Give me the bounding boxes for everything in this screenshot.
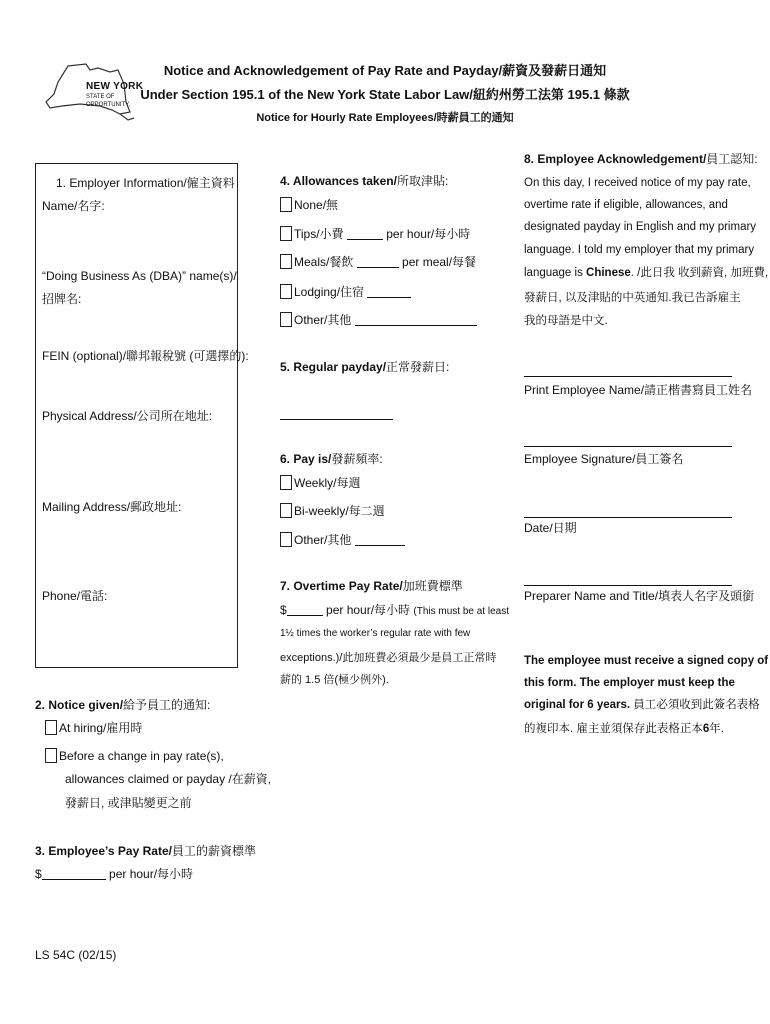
allowance-tips-label: Tips/小費 [294, 227, 344, 241]
before-change-label-2: allowances claimed or payday /在薪資, [65, 772, 272, 786]
physical-address-label: Physical Address/公司所在地址: [42, 409, 213, 423]
pay-biweekly-checkbox[interactable] [280, 503, 292, 518]
section5-heading-zh: 正常發薪日: [386, 360, 450, 374]
before-change-label-3: 發薪日, 或津貼變更之前 [65, 796, 192, 810]
section2-heading [35, 697, 210, 713]
notice-before-change-option[interactable] [45, 748, 224, 764]
pay-biweekly-option[interactable] [280, 503, 385, 519]
section8-heading-en: 8. Employee Acknowledgement/ [524, 152, 707, 166]
date-line[interactable] [524, 517, 732, 518]
at-hiring-label: At hiring/雇用時 [59, 721, 143, 735]
date-label: Date/日期 [524, 521, 577, 535]
allowance-meals-label: Meals/餐飲 [294, 255, 354, 269]
section4-heading-zh: 所取津貼: [396, 174, 449, 188]
allowance-none-option[interactable] [280, 197, 338, 213]
page-subtitle: Under Section 195.1 of the New York State Labor Law/紐約州勞工法第 195.1 條款 [140, 87, 630, 102]
ack-language-pre: language is [524, 267, 587, 279]
pay-other-label: Other/其他 [294, 533, 352, 547]
pay-other-checkbox[interactable] [280, 532, 292, 547]
ack-line-1: On this day, I received notice of my pay rate, [524, 177, 751, 189]
overtime-rate-blank[interactable] [287, 615, 323, 616]
allowance-other-label: Other/其他 [294, 313, 352, 327]
section7-heading [280, 578, 463, 594]
allowance-tips-option[interactable] [280, 226, 470, 242]
preparer-label: Preparer Name and Title/填表人名字及頭銜 [524, 589, 755, 603]
allowance-lodging-checkbox[interactable] [280, 284, 292, 299]
tips-suffix: per hour/每小時 [382, 227, 471, 241]
ack-language-value: Chinese [586, 267, 631, 279]
logo-subtitle-1: STATE OF [86, 94, 115, 100]
overtime-rate-suffix: per hour/每小時 [322, 603, 414, 617]
ack-line-4: language. I told my employer that my primary [524, 244, 755, 256]
section3-heading-en: 3. Employee’s Pay Rate/ [35, 844, 172, 858]
tips-amount-blank[interactable] [347, 239, 383, 240]
overtime-note-start: (This must be at least [413, 606, 509, 617]
overtime-note-line2: 1½ times the worker’s regular rate with few [280, 628, 471, 639]
page-notice-type: Notice for Hourly Rate Employees/時薪員工的通知 [256, 112, 514, 124]
allowance-tips-checkbox[interactable] [280, 226, 292, 241]
section2-heading-en: 2. Notice given/ [35, 698, 124, 712]
copy-notice-line2: this form. The employer must keep the [524, 677, 735, 689]
copy-notice-zh-start: 員工必須收到此簽名表格 [630, 699, 760, 711]
pay-weekly-option[interactable] [280, 475, 360, 491]
before-change-label-1: Before a change in pay rate(s), [59, 749, 224, 763]
preparer-line[interactable] [524, 585, 732, 586]
pay-weekly-label: Weekly/每週 [294, 476, 361, 490]
section6-heading-en: 6. Pay is/ [280, 452, 332, 466]
pay-rate-dollar: $ [35, 867, 42, 881]
signature-line[interactable] [524, 446, 732, 447]
meals-suffix: per meal/每餐 [398, 255, 477, 269]
allowance-lodging-label: Lodging/住宿 [294, 285, 365, 299]
dba-label-line1: “Doing Business As (DBA)” name(s)/ [42, 269, 237, 283]
phone-label: Phone/電話: [42, 589, 108, 603]
pay-rate-blank[interactable] [42, 879, 106, 880]
section5-heading-en: 5. Regular payday/ [280, 360, 387, 374]
mailing-address-label: Mailing Address/郵政地址: [42, 500, 182, 514]
overtime-note-line4: 薪的 1.5 倍(極少例外). [280, 674, 389, 686]
pay-other-option[interactable] [280, 532, 405, 548]
pay-weekly-checkbox[interactable] [280, 475, 292, 490]
allowance-meals-option[interactable] [280, 254, 476, 270]
allowance-lodging-option[interactable] [280, 284, 411, 300]
at-hiring-checkbox[interactable] [45, 720, 57, 735]
allowance-none-checkbox[interactable] [280, 197, 292, 212]
overtime-rate-line [280, 602, 509, 620]
copy-notice-zh-c: 年. [709, 723, 724, 735]
section2-heading-zh: 給予員工的通知: [123, 698, 211, 712]
copy-notice-zh-a: 的複印本. 雇主並須保存此表格正本 [524, 723, 703, 735]
allowance-other-option[interactable] [280, 312, 477, 328]
copy-notice-years: original for 6 years. [524, 699, 631, 711]
employer-name-label: Name/名字: [42, 199, 105, 213]
ack-line-5 [524, 265, 768, 281]
page-title: Notice and Acknowledgement of Pay Rate and Payday/薪資及發薪日通知 [163, 63, 607, 78]
before-change-checkbox[interactable] [45, 748, 57, 763]
section8-heading [524, 151, 758, 167]
section3-heading-zh: 員工的薪資標準 [171, 844, 256, 858]
lodging-amount-blank[interactable] [367, 297, 411, 298]
ack-line-6: 發薪日, 以及津貼的中英通知.我已告訴雇主 [524, 292, 741, 304]
ack-line-7: 我的母語是中文. [524, 315, 608, 327]
form-id: LS 54C (02/15) [35, 948, 117, 962]
section6-heading-zh: 發薪頻率: [331, 452, 383, 466]
print-name-label: Print Employee Name/請正楷書寫員工姓名 [524, 383, 753, 397]
section3-heading [35, 843, 256, 859]
section5-heading [280, 359, 449, 375]
dba-label-line2: 招牌名: [42, 292, 82, 306]
pay-other-blank[interactable] [355, 545, 405, 546]
section7-heading-zh: 加班費標準 [402, 579, 463, 593]
meals-amount-blank[interactable] [357, 267, 399, 268]
section8-heading-zh: 員工認知: [706, 152, 758, 166]
section4-heading-en: 4. Allowances taken/ [280, 174, 397, 188]
section7-heading-en: 7. Overtime Pay Rate/ [280, 579, 403, 593]
print-name-line[interactable] [524, 376, 732, 377]
section1-heading: 1. Employer Information/僱主資料 [56, 176, 235, 190]
overtime-dollar: $ [280, 603, 287, 617]
section4-heading [280, 173, 448, 189]
copy-notice-zh-b: 6 [702, 723, 710, 735]
pay-biweekly-label: Bi-weekly/每二週 [294, 504, 385, 518]
ack-line-3: designated payday in English and my primary [524, 221, 757, 233]
allowance-other-checkbox[interactable] [280, 312, 292, 327]
copy-notice-line1: The employee must receive a signed copy of [524, 655, 769, 667]
pay-rate-line [35, 866, 193, 882]
logo-name: NEW YORK [86, 81, 144, 92]
ack-language-post: . /此日我 收到薪資, 加班費, [630, 267, 769, 279]
section6-heading [280, 451, 383, 467]
signature-label: Employee Signature/員工簽名 [524, 452, 684, 466]
copy-notice-line4 [524, 721, 724, 737]
copy-notice-line3 [524, 697, 760, 713]
pay-rate-suffix: per hour/每小時 [105, 867, 194, 881]
fein-label: FEIN (optional)/聯邦報稅號 (可選擇的): [42, 349, 249, 363]
ack-line-2: overtime rate if eligible, allowances, and [524, 199, 728, 211]
allowance-meals-checkbox[interactable] [280, 254, 292, 269]
notice-at-hiring-option[interactable] [45, 720, 142, 736]
allowance-none-label: None/無 [294, 198, 339, 212]
logo-subtitle-2: OPPORTUNITY. [86, 102, 131, 108]
overtime-note-line3: exceptions.)/此加班費必須最少是員工正常時 [280, 652, 497, 664]
regular-payday-blank[interactable] [280, 419, 393, 420]
other-allowance-blank[interactable] [355, 325, 477, 326]
